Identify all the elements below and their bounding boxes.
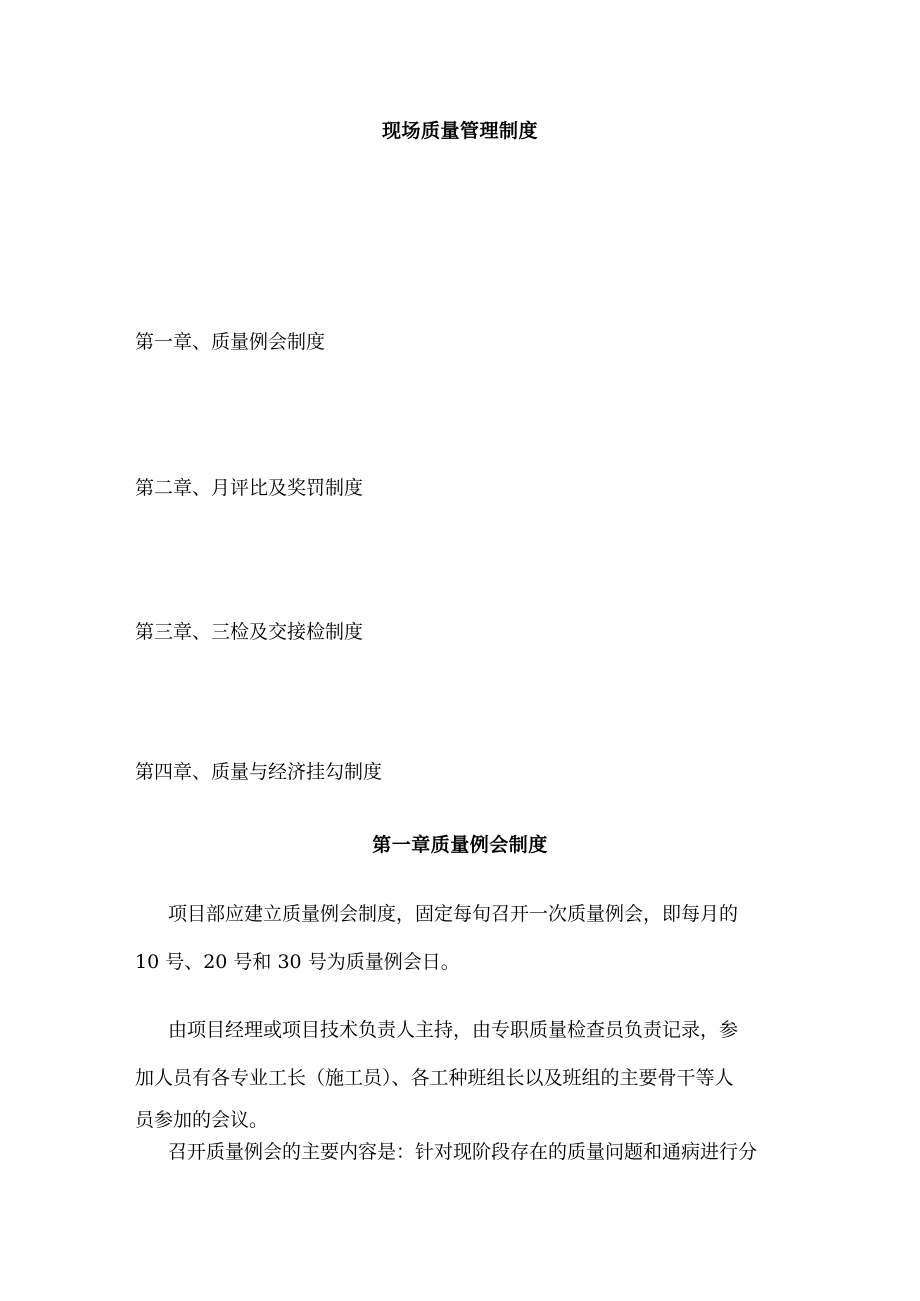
paragraph-3-line-1: 召开质量例会的主要内容是：针对现阶段存在的质量问题和通病进行分 [168, 1141, 758, 1163]
chapter-1-heading: 第一章质量例会制度 [372, 834, 548, 856]
paragraph-1-line-2: 10 号、20 号和 30 号为质量例会日。 [135, 951, 460, 973]
toc-item-chapter-2: 第二章、月评比及奖罚制度 [135, 477, 364, 499]
document-title: 现场质量管理制度 [381, 120, 538, 142]
toc-item-chapter-1: 第一章、质量例会制度 [135, 331, 326, 353]
paragraph-2-line-2: 加人员有各专业工长（施工员）、各工种班组长以及班组的主要骨干等人 [135, 1067, 734, 1089]
paragraph-2-line-1: 由项目经理或项目技术负责人主持，由专职质量检查员负责记录，参 [168, 1019, 739, 1041]
paragraph-1-line-1: 项目部应建立质量例会制度，固定每旬召开一次质量例会，即每月的 [168, 903, 739, 925]
toc-item-chapter-4: 第四章、质量与经济挂勾制度 [135, 761, 383, 783]
toc-item-chapter-3: 第三章、三检及交接检制度 [135, 621, 364, 643]
paragraph-2-line-3: 员参加的会议。 [135, 1109, 269, 1131]
